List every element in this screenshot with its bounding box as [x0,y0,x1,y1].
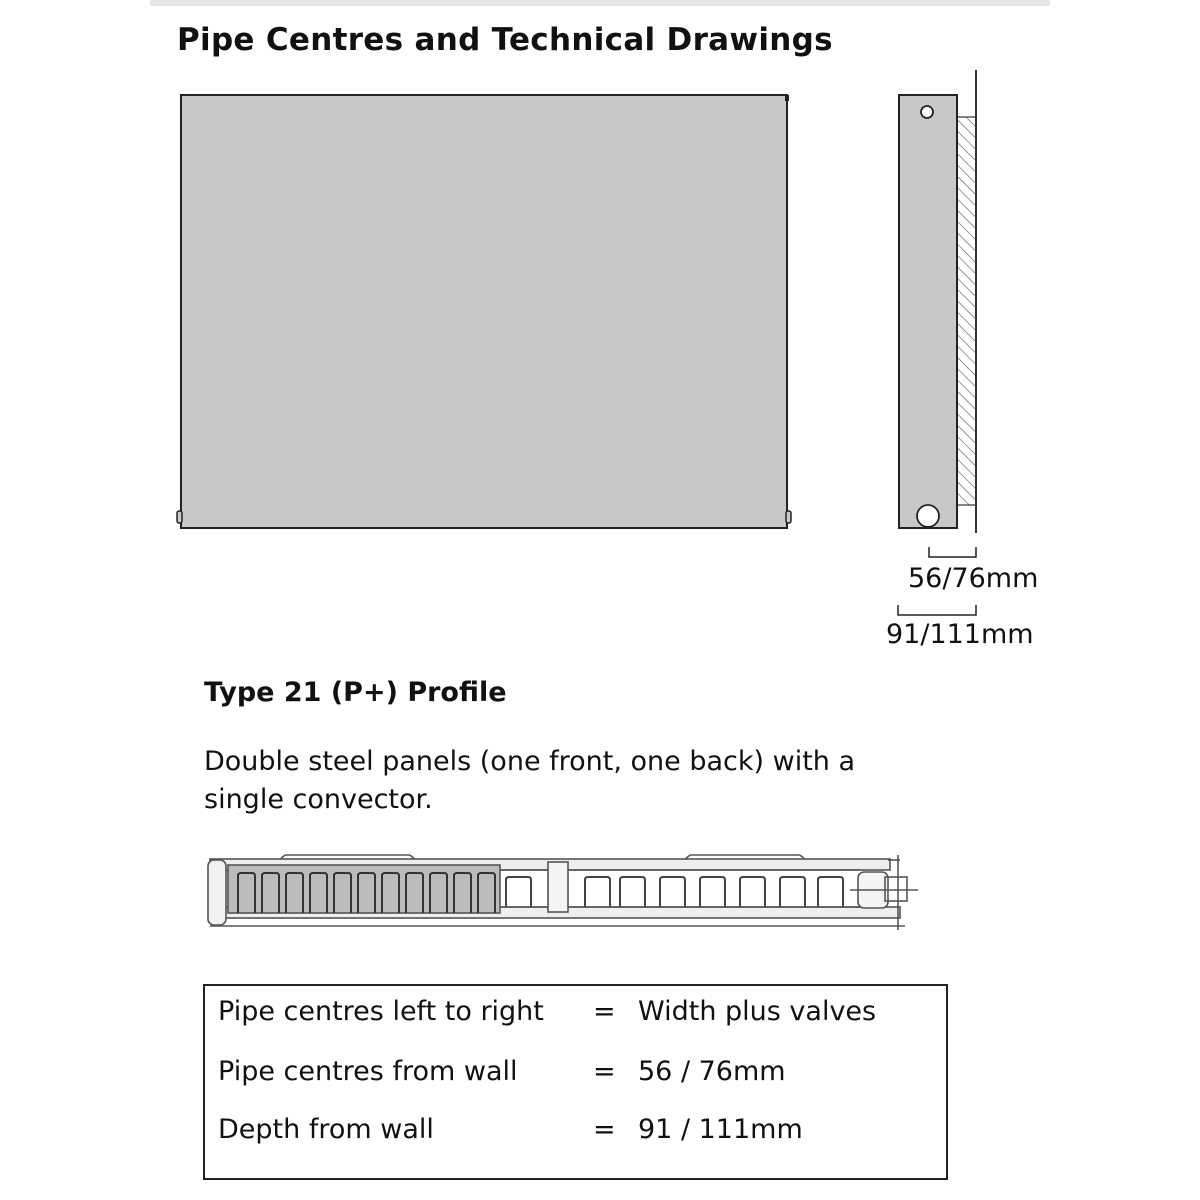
spec-equals: = [593,1056,616,1087]
spec-value: Width plus valves [638,996,877,1027]
pipe-centres-dimension: 56/76mm [908,563,1039,594]
profile-section-drawing [208,855,918,930]
radiator-side-view [898,70,976,615]
top-valve-icon [921,106,933,118]
spec-equals: = [593,996,616,1027]
spec-label: Depth from wall [218,1114,434,1145]
spec-label: Pipe centres from wall [218,1056,518,1087]
bottom-valve-icon [917,505,939,527]
spec-value: 56 / 76mm [638,1056,786,1087]
spec-label: Pipe centres left to right [218,996,544,1027]
profile-description: Double steel panels (one front, one back) with a single convector. [204,746,856,815]
spec-value: 91 / 111mm [638,1114,803,1145]
specifications-table [203,984,948,1180]
radiator-front-view [177,95,791,528]
depth-dimension: 91/111mm [886,619,1034,650]
profile-heading: Type 21 (P+) Profile [204,677,507,708]
spec-equals: = [593,1114,616,1145]
page-title: Pipe Centres and Technical Drawings [177,22,833,58]
